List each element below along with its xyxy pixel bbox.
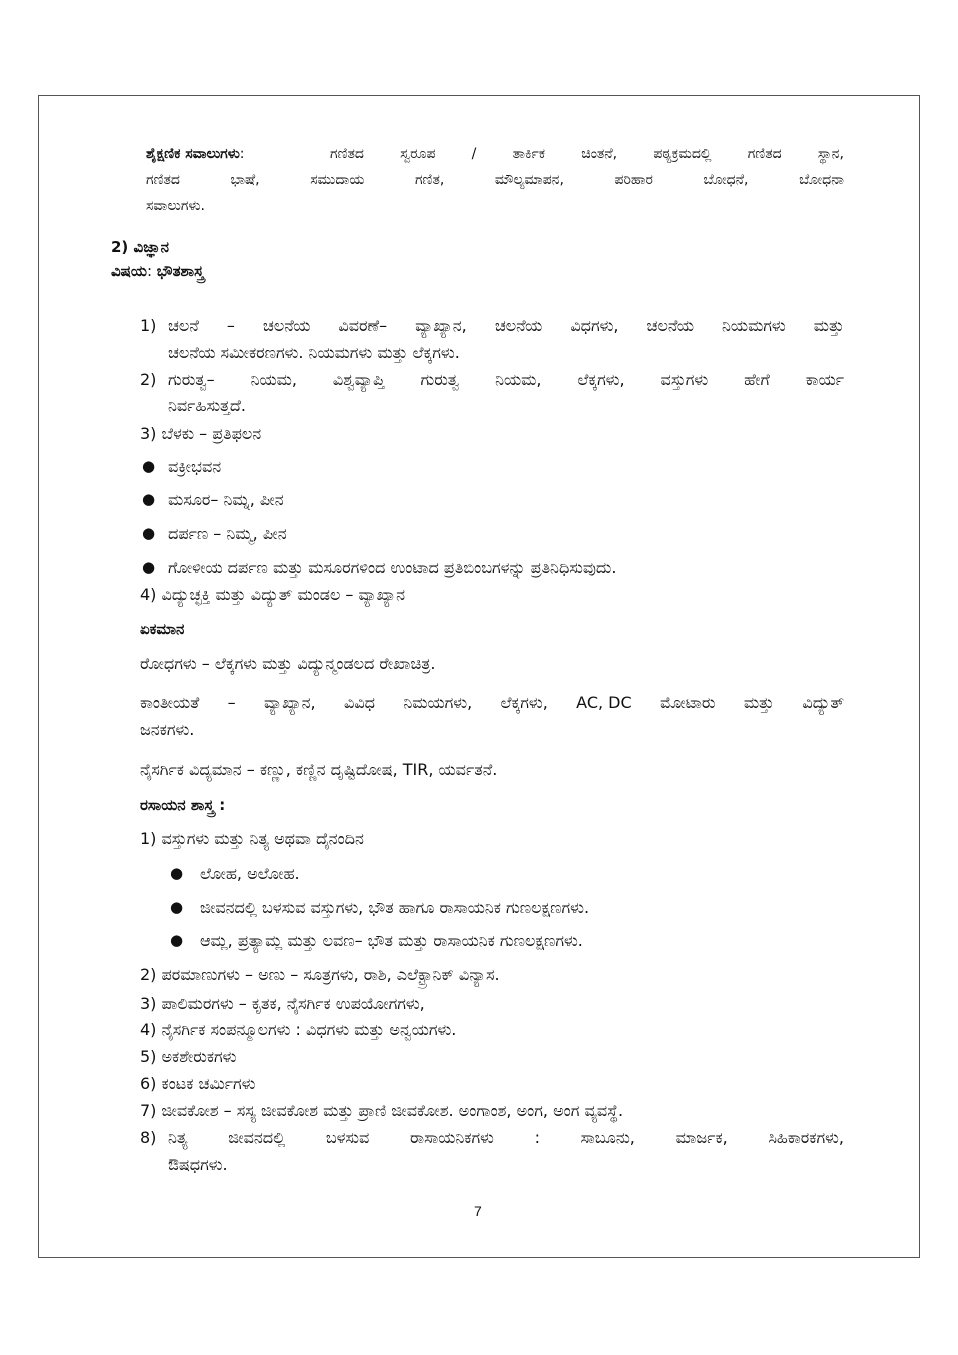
bullet-icon: ● <box>142 490 156 508</box>
chemistry-bullet-2: ಜೀವನದಲ್ಲಿ ಬಳಸುವ ವಸ್ತುಗಳು, ಭೌತ ಹಾಗೂ ರಾಸಾಯನಿಕ ಗುಣಲಕ್ಷಣಗಳು. <box>200 898 590 917</box>
word: ಬಳಸುವ <box>325 1128 370 1147</box>
word: ಸಾಬೂನು, <box>580 1128 635 1147</box>
natural-phenomena-line: ನೈಸರ್ಗಿಕ ವಿದ್ಯಮಾನ – ಕಣ್ಣು, ಕಣ್ಣಿನ ದೃಷ್ಟಿದೋಷ, TIR, ಯರ್ವತನೆ. <box>140 760 498 779</box>
bullet-icon: ● <box>170 864 184 882</box>
magnetism-line-1 <box>140 693 844 713</box>
resistance-line: ರೋಧಗಳು – ಲೆಕ್ಕಗಳು ಮತ್ತು ವಿದ್ಯುನ್ಮಂಡಲದ ರೇಖಾಚಿತ್ರ. <box>140 654 436 673</box>
word: ಗಣಿತ, <box>414 172 445 188</box>
chemistry-item-5: 5) ಅಕಶೇರುಕಗಳು <box>140 1047 237 1066</box>
word: ಲೆಕ್ಕಗಳು, <box>577 370 625 389</box>
word: ನಿತ್ಯ <box>168 1128 188 1147</box>
chemistry-item-7: 7) ಜೀವಕೋಶ – ಸಸ್ಯ ಜೀವಕೋಶ ಮತ್ತು ಪ್ರಾಣಿ ಜೀವಕೋಶ. ಅಂಗಾಂಶ, ಅಂಗ, ಅಂಗ ವ್ಯವಸ್ಥೆ. <box>140 1101 624 1120</box>
intro-line-3: ಸವಾಲುಗಳು. <box>146 198 205 214</box>
word: ಪಠ್ಯಕ್ರಮದಲ್ಲಿ <box>653 146 712 162</box>
word: ಚಲನೆ <box>168 316 199 335</box>
word: ಹೇಗೆ <box>744 370 770 389</box>
word: ನಿಯಮ, <box>250 370 297 389</box>
word: ಗಣಿತದ <box>747 146 782 162</box>
chemistry-item-6: 6) ಕಂಟಕ ಚರ್ಮಿಗಳು <box>140 1074 256 1093</box>
bullet-icon: ● <box>170 931 184 949</box>
chemistry-item-8-line-1 <box>168 1128 844 1148</box>
magnetism-line-2: ಜನಕಗಳು. <box>140 720 195 739</box>
word: ನಿಯಮಗಳು <box>722 316 786 335</box>
chemistry-item-4: 4) ನೈಸರ್ಗಿಕ ಸಂಪನ್ಮೂಲಗಳು : ವಿಧಗಳು ಮತ್ತು ಅನ್ವಯಗಳು. <box>140 1020 457 1039</box>
word: ಸ್ಥಾನ, <box>817 146 844 162</box>
intro-label-line: ಶೈಕ್ಷಣಿಕ ಸವಾಲುಗಳು: <box>146 146 245 162</box>
word: ವಿಶ್ವವ್ಯಾಪ್ತಿ <box>332 370 385 389</box>
word: ಸ್ವರೂಪ <box>400 146 436 162</box>
word: ವಿಧಗಳು, <box>570 316 619 335</box>
word: / <box>471 146 477 162</box>
bullet-icon: ● <box>142 558 156 576</box>
intro-label: ಶೈಕ್ಷಣಿಕ ಸವಾಲುಗಳು <box>146 146 240 162</box>
word: ಲೆಕ್ಕಗಳು, <box>500 693 548 712</box>
word: ಚಿಂತನೆ, <box>581 146 618 162</box>
physics-item-2-line-2: ನಿರ್ವಹಿಸುತ್ತದೆ. <box>168 396 246 415</box>
word: ವ್ಯಾಖ್ಯಾನ, <box>264 693 316 712</box>
page-number: 7 <box>474 1203 482 1219</box>
physics-bullet-1: ವಕ್ರೀಭವನ <box>168 457 222 476</box>
word: AC, DC <box>576 693 632 712</box>
bullet-icon: ● <box>142 457 156 475</box>
physics-item-1-line-2: ಚಲನೆಯ ಸಮೀಕರಣಗಳು. ನಿಯಮಗಳು ಮತ್ತು ಲೆಕ್ಕಗಳು. <box>168 343 460 362</box>
intro-line-2 <box>146 172 844 188</box>
word: ಜೀವನದಲ್ಲಿ <box>228 1128 286 1147</box>
word: – <box>226 316 235 335</box>
word: ವಿದ್ಯುತ್ <box>802 693 844 712</box>
subject-label: ವಿಷಯ <box>111 262 147 280</box>
word: ಬೋಧನಾ <box>799 172 844 188</box>
word: ನಿಯಮ, <box>495 370 542 389</box>
word: ಕಾಂತೀಯತೆ <box>140 693 200 712</box>
chemistry-bullet-3: ಆಮ್ಲ, ಪ್ರತ್ಯಾಮ್ಲ ಮತ್ತು ಲವಣ– ಭೌತ ಮತ್ತು ರಾಸಾಯನಿಕ ಗುಣಲಕ್ಷಣಗಳು. <box>200 931 583 950</box>
word: ತಾರ್ಕಿಕ <box>512 146 546 162</box>
word: ಮೋಟಾರು <box>660 693 716 712</box>
item-number: 1) <box>140 316 157 335</box>
chemistry-item-2: 2) ಪರಮಾಣುಗಳು – ಅಣು – ಸೂತ್ರಗಳು, ರಾಶಿ, ಎಲೆಕ್ಟ್ರಾನಿಕ್ ವಿನ್ಯಾಸ. <box>140 965 500 984</box>
word: ವಸ್ತುಗಳು <box>660 370 709 389</box>
word: ಗಣಿತದ <box>146 172 180 188</box>
units-heading: ಏಕಮಾನ <box>140 620 185 638</box>
word: ಸಿಹಿಕಾರಕಗಳು, <box>768 1128 844 1147</box>
word: ರಾಸಾಯನಿಕಗಳು <box>409 1128 494 1147</box>
subject-line: ವಿಷಯ: ಭೌತಶಾಸ್ತ್ರ <box>111 262 204 280</box>
word: ಚಲನೆಯ <box>646 316 694 335</box>
word: ವ್ಯಾಖ್ಯಾನ, <box>415 316 467 335</box>
word: ವಿವಿಧ <box>344 693 376 712</box>
word: ನಿಮಯಗಳು, <box>403 693 473 712</box>
chemistry-item-3: 3) ಪಾಲಿಮರಗಳು – ಕೃತಕ, ನೈಸರ್ಗಿಕ ಉಪಯೋಗಗಳು, <box>140 994 425 1013</box>
word: : <box>534 1128 540 1147</box>
word: ಗುರುತ್ವ– <box>168 370 215 389</box>
item-number: 2) <box>140 370 157 389</box>
word: ಬೋಧನೆ, <box>703 172 749 188</box>
word: ಪರಿಹಾರ <box>614 172 653 188</box>
chemistry-heading: ರಸಾಯನ ಶಾಸ್ತ್ರ : <box>140 796 226 814</box>
section-title: 2) ವಿಜ್ಞಾನ <box>111 238 169 256</box>
word: ಮೌಲ್ಯಮಾಪನ, <box>494 172 564 188</box>
physics-item-2-line-1 <box>168 370 844 390</box>
physics-bullet-4: ಗೋಳೀಯ ದರ್ಪಣ ಮತ್ತು ಮಸೂರಗಳಿಂದ ಉಂಟಾದ ಪ್ರತಿಬಿಂಬಗಳನ್ನು ಪ್ರತಿನಿಧಿಸುವುದು. <box>168 558 617 577</box>
bullet-icon: ● <box>170 898 184 916</box>
intro-line-1 <box>330 146 844 162</box>
chemistry-item-8-line-2: ಔಷಧಗಳು. <box>168 1155 228 1174</box>
word: – <box>227 693 236 712</box>
word: ಮತ್ತು <box>813 316 844 335</box>
physics-item-3: 3) ಬೆಳಕು – ಪ್ರತಿಫಲನ <box>140 424 262 443</box>
word: ಕಾರ್ಯ <box>805 370 844 389</box>
chemistry-bullet-1: ಲೋಹ, ಅಲೋಹ. <box>200 864 300 883</box>
word: ಚಲನೆಯ <box>262 316 311 335</box>
bullet-icon: ● <box>142 524 156 542</box>
physics-item-4: 4) ವಿದ್ಯುಚ್ಛಕ್ತಿ ಮತ್ತು ವಿದ್ಯುತ್ ಮಂಡಲ – ವ್ಯಾಖ್ಯಾನ <box>140 585 406 604</box>
word: ಮಾರ್ಜಕ, <box>675 1128 728 1147</box>
word: ಮತ್ತು <box>743 693 774 712</box>
physics-item-1-line-1 <box>168 316 844 336</box>
subject-value: ಭೌತಶಾಸ್ತ್ರ <box>156 262 204 280</box>
item-number: 8) <box>140 1128 157 1147</box>
physics-bullet-3: ದರ್ಪಣ – ನಿಮ್ಮ, ಪೀನ <box>168 524 287 543</box>
word: ಗುರುತ್ವ <box>420 370 460 389</box>
chemistry-item-1: 1) ವಸ್ತುಗಳು ಮತ್ತು ನಿತ್ಯ ಅಥವಾ ದೈನಂದಿನ <box>140 829 364 848</box>
word: ಚಲನೆಯ <box>494 316 543 335</box>
word: ಸಮುದಾಯ <box>310 172 365 188</box>
physics-bullet-2: ಮಸೂರ– ನಿಮ್ನ, ಪೀನ <box>168 490 284 509</box>
word: ಭಾಷೆ, <box>230 172 260 188</box>
word: ವಿವರಣೆ– <box>338 316 388 335</box>
word: ಗಣಿತದ <box>330 146 364 162</box>
